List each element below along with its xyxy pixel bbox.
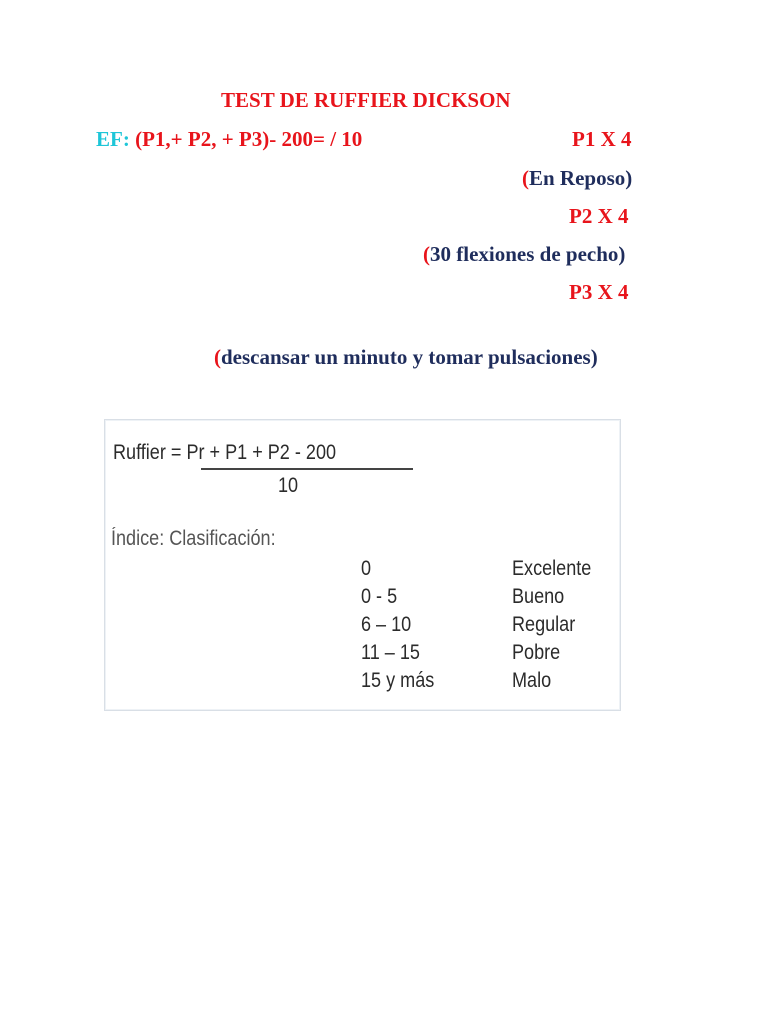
open-paren: (	[522, 166, 529, 190]
step-p2-measure: P2 X 4	[569, 204, 629, 228]
rest-note	[214, 347, 598, 368]
ruffier-table-image	[104, 419, 621, 711]
row-class: Malo	[512, 669, 552, 692]
step-p2-note-text: 30 flexiones de pecho)	[430, 242, 626, 266]
row-index: 0	[361, 557, 372, 580]
row-index: 15 y más	[361, 669, 435, 692]
rest-note-text: descansar un minuto y tomar pulsaciones)	[221, 345, 598, 369]
page-title: TEST DE RUFFIER DICKSON	[221, 88, 511, 112]
index-heading: Índice: Clasificación:	[111, 527, 276, 550]
step-p3-measure: P3 X 4	[569, 280, 629, 304]
formula-prefix: EF:	[96, 127, 130, 151]
row-index: 11 – 15	[361, 641, 420, 664]
formula-line	[96, 129, 362, 150]
row-index: 6 – 10	[361, 613, 412, 636]
formula-expression: (P1,+ P2, + P3)- 200= / 10	[135, 127, 363, 151]
row-class: Bueno	[512, 585, 565, 608]
fraction-bar	[201, 468, 413, 470]
ruffier-equation: Ruffier = Pr + P1 + P2 - 200	[113, 441, 337, 464]
row-class: Excelente	[512, 557, 592, 580]
step-p1-measure: P1 X 4	[572, 127, 632, 151]
step-p1-note	[522, 168, 632, 189]
open-paren: (	[423, 242, 430, 266]
row-index: 0 - 5	[361, 585, 398, 608]
row-class: Regular	[512, 613, 576, 636]
step-p2-note	[423, 244, 625, 265]
step-p1-note-text: En Reposo)	[529, 166, 633, 190]
row-class: Pobre	[512, 641, 561, 664]
ruffier-denominator: 10	[278, 474, 299, 497]
open-paren: (	[214, 345, 221, 369]
